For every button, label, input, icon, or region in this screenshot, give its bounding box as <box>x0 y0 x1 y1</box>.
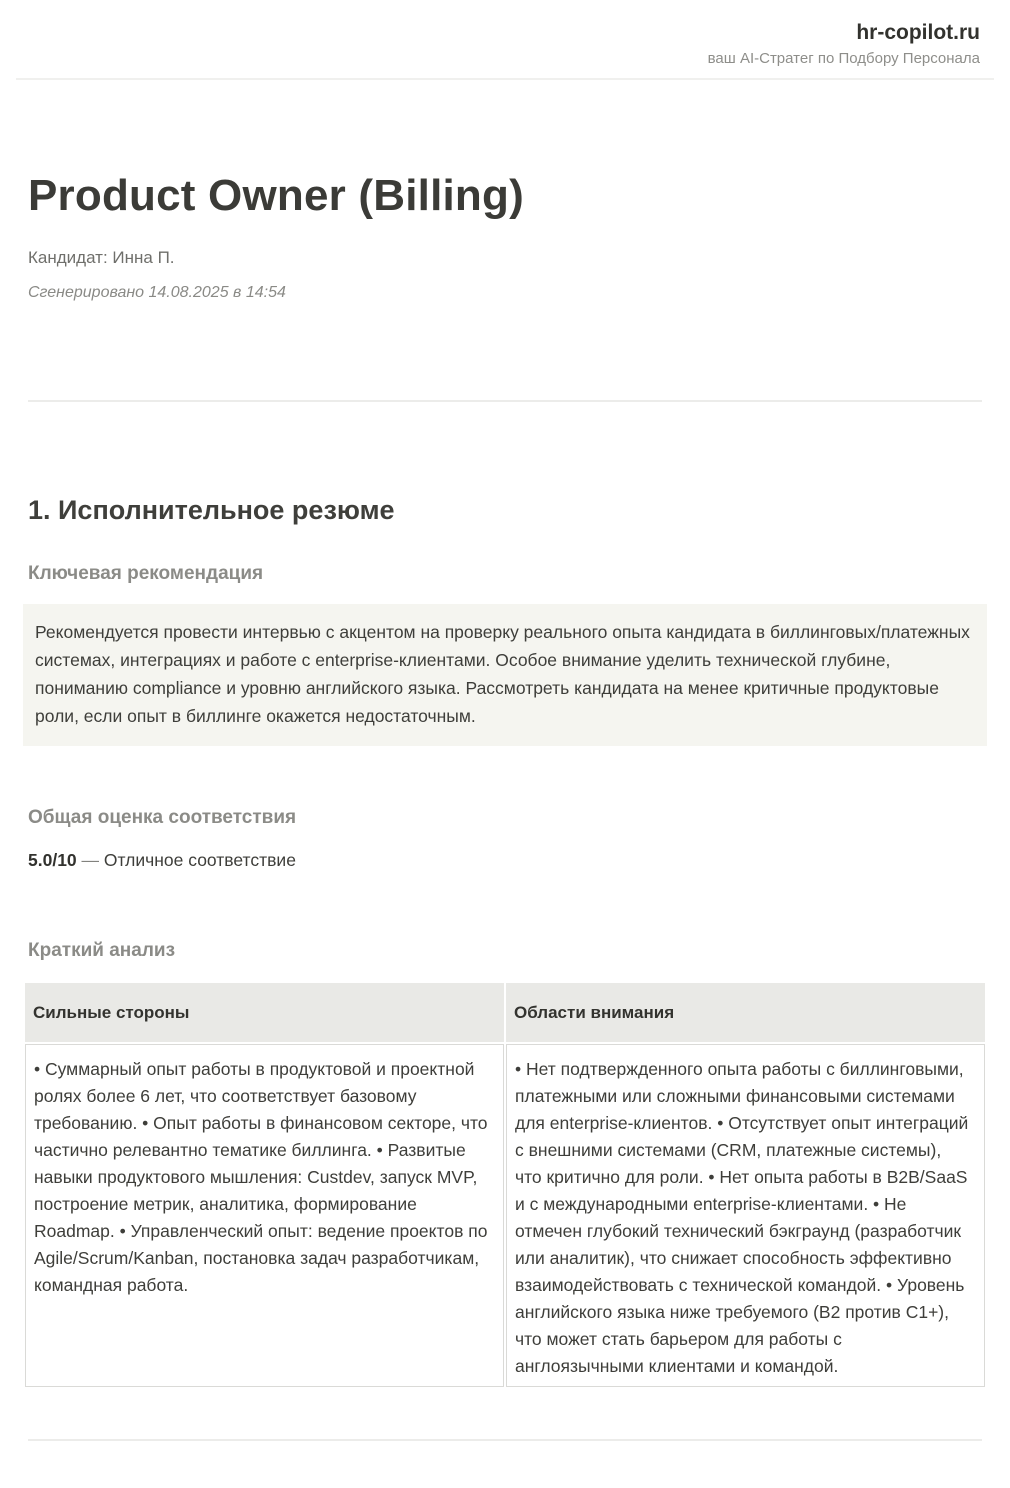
score-separator: — <box>81 850 100 870</box>
table-body-row <box>25 1044 985 1387</box>
attention-areas-cell: • Нет подтвержденного опыта работы с биллинговыми, платежными или сложными финансовыми системами для enterprise-клиентов. • Отсутствует опыт интеграций с внешними системами (CRM, платежные системы), что критично для роли. • Нет опыта работы в B2B/SaaS и с международными enterprise-клиентами. • Не отмечен глубокий технический бэкграунд (разработчик или аналитик), что снижает способность эффективно взаимодействовать с технической командой. • Уровень английского языка ниже требуемого (B2 против C1+), что может стать барьером для работы с англоязычными клиентами и командой. <box>506 1044 985 1387</box>
section-divider <box>28 400 982 402</box>
strengths-cell: • Суммарный опыт работы в продуктовой и проектной ролях более 6 лет, что соответствует базовому требованию. • Опыт работы в финансовом секторе, что частично релевантно тематике биллинга. • Развитые навыки продуктового мышления: Custdev, запуск MVP, построение метрик, аналитика, формирование Roadmap. • Управленческий опыт: ведение проектов по Agile/Scrum/Kanban, постановка задач разработчикам, командная работа. <box>25 1044 504 1387</box>
generated-timestamp: Сгенерировано 14.08.2025 в 14:54 <box>28 284 286 301</box>
brand-tagline: ваш AI-Стратег по Подбору Персонала <box>707 50 980 67</box>
column-header-strengths: Сильные стороны <box>25 983 504 1042</box>
page-bottom-divider <box>28 1439 982 1441</box>
subheading-overall-score: Общая оценка соответствия <box>28 807 297 828</box>
table-header-row <box>25 983 985 1042</box>
subheading-brief-analysis: Краткий анализ <box>28 940 176 961</box>
column-header-attention-areas: Области внимания <box>506 983 985 1042</box>
brief-analysis-table <box>23 981 987 1389</box>
recommendation-box <box>23 604 987 746</box>
report-title: Product Owner (Billing) <box>28 171 524 220</box>
recommendation-text: Рекомендуется провести интервью с акцентом на проверку реального опыта кандидата в биллинговых/платежных системах, интеграциях и работе с enterprise-клиентами. Особое внимание уделить технической глубине, пониманию compliance и уровню английского языка. Рассмотреть кандидата на менее критичные продуктовые роли, если опыт в биллинге окажется недостаточным. <box>35 622 970 726</box>
overall-score-line <box>28 850 982 871</box>
report-page <box>0 170 1010 1455</box>
page-header <box>16 0 994 80</box>
score-label: Отличное соответствие <box>103 850 296 870</box>
brand-logo-text: hr-copilot.ru <box>856 21 980 44</box>
score-value: 5.0/10 <box>28 850 77 870</box>
subheading-key-recommendation: Ключевая рекомендация <box>28 563 264 584</box>
candidate-name: Кандидат: Инна П. <box>28 248 175 267</box>
section-heading-executive-summary: 1. Исполнительное резюме <box>28 495 395 525</box>
